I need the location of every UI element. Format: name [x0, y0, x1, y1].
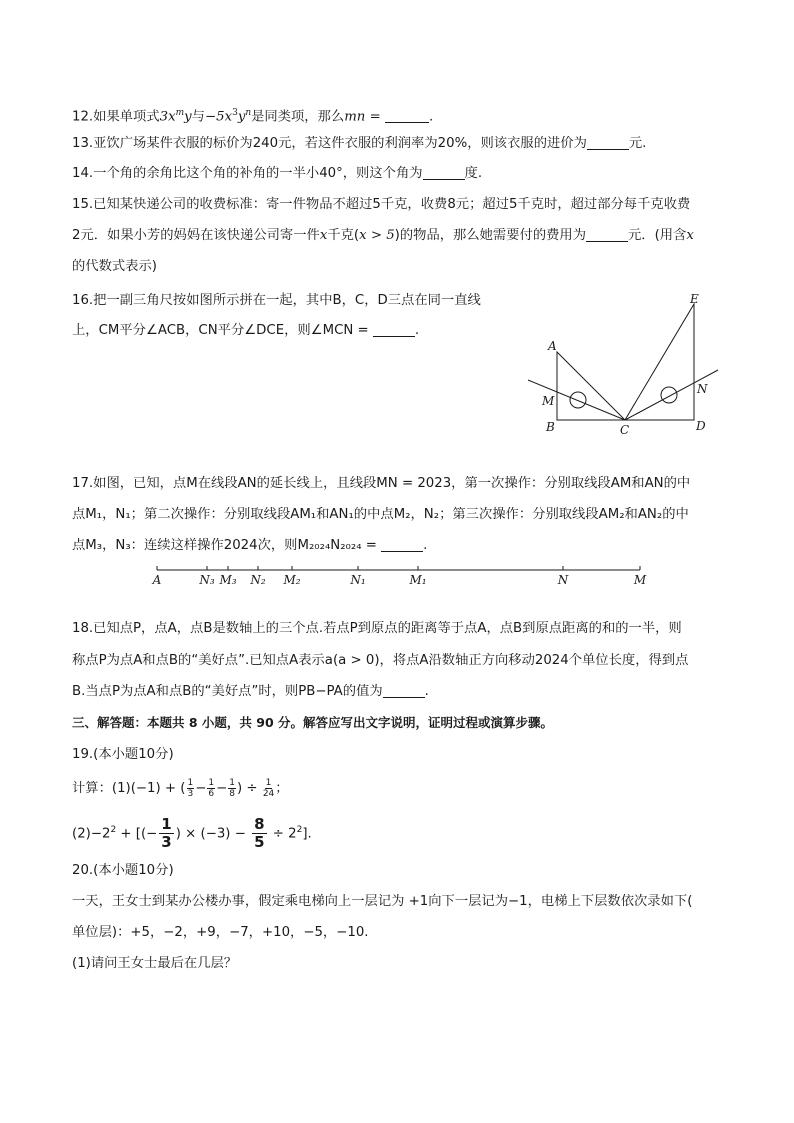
q14-line [72, 165, 482, 183]
q19-minus: − [216, 781, 228, 796]
frac-num: 1 [265, 777, 272, 788]
q12-term1-y: y [184, 109, 192, 125]
q12-answer-blank[interactable] [385, 108, 429, 123]
q19-part1 [72, 776, 289, 802]
section3-text: 三、解答题：本题共 8 小题，共 90 分。解答应写出文字说明，证明过程或演算步骤。 [72, 715, 554, 730]
q20-head [72, 862, 174, 880]
q19-p2a: (2)−2 [72, 826, 111, 842]
frac-num: 8 [254, 814, 265, 833]
q12-with: 与 [191, 109, 205, 125]
q16-triangle-figure [510, 290, 740, 440]
q15-text1: 15.已知某快递公司的收费标准：寄一件物品不超过5千克，收费8元；超过5千克时，超过部分每千克收费 [72, 197, 691, 212]
q19-prefix: 计算：(1)(−1) + ( [72, 781, 186, 796]
q19-head-text: 19.(本小题10分) [72, 747, 174, 762]
q19-semicolon: ； [275, 781, 289, 796]
q19-p2-exp2: 2 [296, 825, 303, 835]
q12-line [72, 104, 433, 126]
q18-text2: 称点P为点A和点B的“美好点”.已知点A表示a(a > 0)，将点A沿数轴正方向移动2024个单位长度，得到点 [72, 653, 689, 668]
q15-answer-blank[interactable] [586, 227, 628, 242]
q15-text2b: 千克( [327, 228, 360, 243]
frac-num: 1 [187, 777, 194, 788]
q17-text1: 17.如图，已知，点M在线段AN的延长线上，且线段MN = 2023，第一次操作：分别取线段AM和AN的中 [72, 476, 691, 491]
q14-answer-blank[interactable] [423, 165, 465, 180]
q12-expr: mn [344, 109, 366, 125]
q17-line1 [72, 475, 690, 493]
q17-text2: 点M₁，N₁；第二次操作：分别取线段AM₁和AN₁的中点M₂，N₂；第三次操作：分别取线段AM₂和AN₂的中 [72, 507, 689, 522]
q15-text3: 的代数式表示) [72, 259, 157, 274]
q12-term1-exp: m [175, 108, 185, 118]
q19-frac-1-24 [263, 778, 274, 799]
triangle-hole-left [570, 392, 586, 408]
point-label-8: M [633, 573, 647, 587]
q18-line3 [72, 683, 429, 701]
q17-number-line [145, 560, 665, 594]
q15-text2d: 元．(用含 [628, 228, 687, 243]
q19-minus: − [195, 781, 207, 796]
q19-frac-1-3 [187, 778, 195, 799]
q19-head [72, 746, 174, 764]
q17-end: . [423, 538, 428, 553]
q15-condition: x > 5 [359, 228, 395, 243]
label-d: D [696, 419, 706, 433]
frac-num: 1 [161, 814, 172, 833]
q19-p2d: ÷ 2 [268, 826, 297, 842]
q20-text2: 单位层)：+5，−2，+9，−7，+10，−5，−10. [72, 925, 369, 940]
q15-var-x: x [319, 228, 328, 243]
q19-frac-1-3-large [159, 816, 173, 851]
q12-lead: 12.如果单项式 [72, 109, 160, 125]
q16-line2 [72, 322, 419, 340]
q15-text2c: )的物品，那么她需要付的费用为 [394, 228, 587, 243]
q13-end: 元. [628, 136, 647, 151]
q17-answer-blank[interactable] [381, 537, 423, 552]
q12-end: . [429, 109, 434, 125]
q16-text2: 上，CM平分∠ACB，CN平分∠DCE，则∠MCN = [72, 323, 373, 338]
q18-end: . [424, 684, 429, 699]
q15-var-x-2: x [686, 228, 694, 243]
label-c: C [620, 423, 630, 437]
q19-p2c: ) × (−3) − [175, 826, 251, 842]
q19-part2 [72, 810, 312, 850]
q16-end: . [414, 323, 420, 338]
q13-text: 13.亚饮广场某件衣服的标价为240元，若这件衣服的利润率为20%，则该衣服的进价为 [72, 136, 587, 151]
frac-den: 24 [262, 788, 275, 799]
q18-text3: B.当点P为点A和点B的“美好点”时，则PB−PA的值为 [72, 684, 383, 699]
q19-frac-8-5-large [252, 816, 266, 851]
point-label-2: M₃ [219, 573, 237, 587]
q13-answer-blank[interactable] [587, 135, 629, 150]
q17-line3 [72, 537, 427, 555]
q12-tail: 是同类项，那么 [251, 109, 345, 125]
label-a: A [548, 339, 557, 353]
q12-term2-y: y [237, 109, 246, 125]
frac-den: 3 [187, 788, 194, 799]
q17-line2 [72, 506, 689, 524]
q19-p2b: + [(− [116, 826, 158, 842]
label-n: N [697, 382, 708, 396]
q14-end: 度. [464, 166, 483, 181]
q20-line3 [72, 955, 237, 973]
q19-frac-1-6 [207, 778, 215, 799]
q12-term1: 3x [159, 109, 176, 125]
frac-den: 5 [254, 832, 265, 851]
q12-term2-exp: 3 [232, 108, 238, 118]
point-label-6: M₁ [409, 573, 427, 587]
triangle-hole-right [661, 387, 677, 403]
frac-den: 6 [208, 788, 215, 799]
section3-heading [72, 714, 553, 732]
point-label-4: M₂ [283, 573, 301, 587]
triangle-abc [557, 352, 625, 420]
q15-line2 [72, 227, 694, 245]
q20-text3: (1)请问王女士最后在几层？ [72, 956, 238, 971]
q20-line1 [72, 893, 692, 911]
q18-line2 [72, 652, 688, 670]
frac-num: 1 [229, 777, 236, 788]
q12-term2-exp2: n [245, 108, 252, 118]
q20-head-text: 20.(本小题10分) [72, 863, 174, 878]
point-label-1: N₃ [199, 573, 215, 587]
q18-line1 [72, 620, 682, 638]
point-label-5: N₁ [350, 573, 366, 587]
q20-text1: 一天，王女士到某办公楼办事，假定乘电梯向上一层记为 +1向下一层记为−1，电梯上下层数依次录如下( [72, 894, 693, 909]
q15-line3 [72, 258, 157, 276]
q13-line [72, 135, 646, 153]
q15-line1 [72, 196, 690, 214]
q14-text: 14.一个角的余角比这个角的补角的一半小40°，则这个角为 [72, 166, 423, 181]
label-e: E [690, 292, 699, 306]
triangle-cde [625, 304, 694, 420]
frac-num: 1 [208, 777, 215, 788]
q19-p2-exp: 2 [110, 825, 117, 835]
frac-den: 3 [161, 832, 172, 851]
q19-p2e: ]. [302, 826, 312, 842]
q15-text2a: 2元．如果小芳的妈妈在该快递公司寄一件 [72, 228, 320, 243]
point-label-0: A [152, 573, 162, 587]
label-b: B [546, 420, 555, 434]
q12-term2: −5x [204, 109, 233, 125]
point-label-7: N [557, 573, 569, 587]
q16-answer-blank[interactable] [373, 322, 415, 337]
q16-text1: 16.把一副三角尺按如图所示拼在一起，其中B，C，D三点在同一直线 [72, 293, 481, 308]
q19-divide: ) ÷ [237, 781, 262, 796]
point-label-3: N₂ [250, 573, 266, 587]
q16-line1 [72, 292, 481, 310]
q17-text3: 点M₃，N₃：连续这样操作2024次，则M₂₀₂₄N₂₀₂₄ = [72, 538, 382, 553]
q19-frac-1-8 [228, 778, 236, 799]
q12-eq: = [365, 109, 385, 125]
q18-text1: 18.已知点P，点A，点B是数轴上的三个点.若点P到原点的距离等于点A，点B到原点距离的和的一半，则 [72, 621, 682, 636]
frac-den: 8 [229, 788, 236, 799]
q18-answer-blank[interactable] [383, 683, 425, 698]
label-m: M [542, 394, 555, 408]
q20-line2 [72, 924, 369, 942]
